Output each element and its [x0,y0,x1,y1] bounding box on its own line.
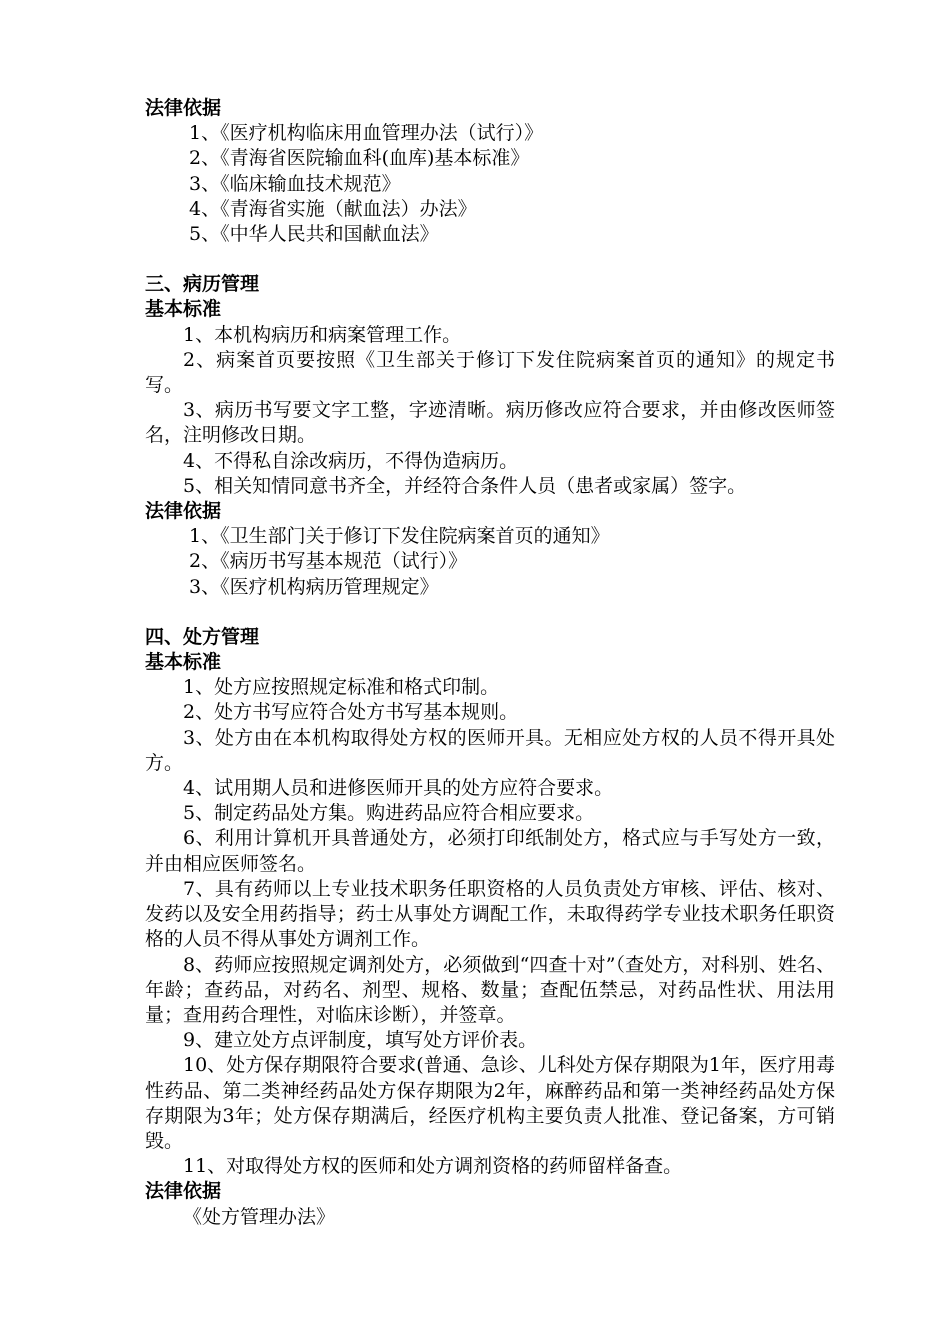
legal-item: 《处方管理办法》 [183,1205,336,1228]
legal-item: 3、《临床输血技术规范》 [189,172,401,195]
legal-item: 3、《医疗机构病历管理规定》 [189,575,439,598]
standard-item: 1、处方应按照规定标准和格式印制。 [183,676,500,699]
legal-basis-heading: 法律依据 [145,1180,222,1203]
standard-item: 3、病历书写要文字工整，字迹清晰。病历修改应符合要求，并由修改医师签名，注明修改日期。 [145,399,835,447]
legal-item: 1、《卫生部门关于修订下发住院病案首页的通知》 [189,525,610,548]
standard-item: 5、制定药品处方集。购进药品应符合相应要求。 [183,802,595,825]
standard-item: 2、病案首页要按照《卫生部关于修订下发住院病案首页的通知》的规定书写。 [145,348,835,397]
legal-item: 2、《病历书写基本规范（试行）》 [189,550,468,573]
legal-item: 5、《中华人民共和国献血法》 [189,223,439,246]
legal-basis-heading: 法律依据 [145,500,222,523]
standard-item: 11、对取得处方权的医师和处方调剂资格的药师留样备查。 [183,1155,683,1178]
section-title-records: 三、病历管理 [145,273,260,296]
standard-item: 10、处方保存期限符合要求(普通、急诊、儿科处方保存期限为1年，医疗用毒性药品、第二类神经药品处方保存期限为2年，麻醉药品和第一类神经药品处方保存期限为3年；处方保存期满后，经医疗机构主要负责人批准、登记备案，方可销毁。 [145,1054,835,1152]
standard-item: 8、药师应按照规定调剂处方，必须做到“四查十对”（查处方，对科别、姓名、年龄；查药品，对药名、剂型、规格、数量；查配伍禁忌，对药品性状、用法用量；查用药合理性，对临床诊断），并签章。 [145,953,835,1026]
standard-item: 9、建立处方点评制度，填写处方评价表。 [183,1029,538,1052]
standard-heading: 基本标准 [145,298,222,321]
standard-item: 3、处方由在本机构取得处方权的医师开具。无相应处方权的人员不得开具处方。 [145,726,835,774]
standard-item: 2、处方书写应符合处方书写基本规则。 [183,701,519,724]
standard-item: 5、相关知情同意书齐全，并经符合条件人员（患者或家属）签字。 [183,474,747,497]
legal-item: 4、《青海省实施（献血法）办法》 [189,197,477,220]
legal-item: 2、《青海省医院输血科(血库)基本标准》 [189,147,530,170]
standard-item: 4、不得私自涂改病历，不得伪造病历。 [183,449,519,472]
section-title-prescription: 四、处方管理 [145,625,260,648]
section-gap [145,600,835,625]
legal-item: 1、《医疗机构临床用血管理办法（试行）》 [189,122,544,145]
document-content [145,96,835,1230]
section-gap [145,247,835,272]
standard-item: 4、试用期人员和进修医师开具的处方应符合要求。 [183,777,614,800]
standard-item: 1、本机构病历和病案管理工作。 [183,323,462,346]
standard-heading: 基本标准 [145,651,222,674]
standard-item: 6、利用计算机开具普通处方，必须打印纸制处方，格式应与手写处方一致，并由相应医师签名。 [145,827,835,875]
standard-item: 7、具有药师以上专业技术职务任职资格的人员负责处方审核、评估、核对、发药以及安全用药指导；药士从事处方调配工作，未取得药学专业技术职务任职资格的人员不得从事处方调剂工作。 [145,877,835,951]
legal-basis-heading: 法律依据 [145,97,222,119]
